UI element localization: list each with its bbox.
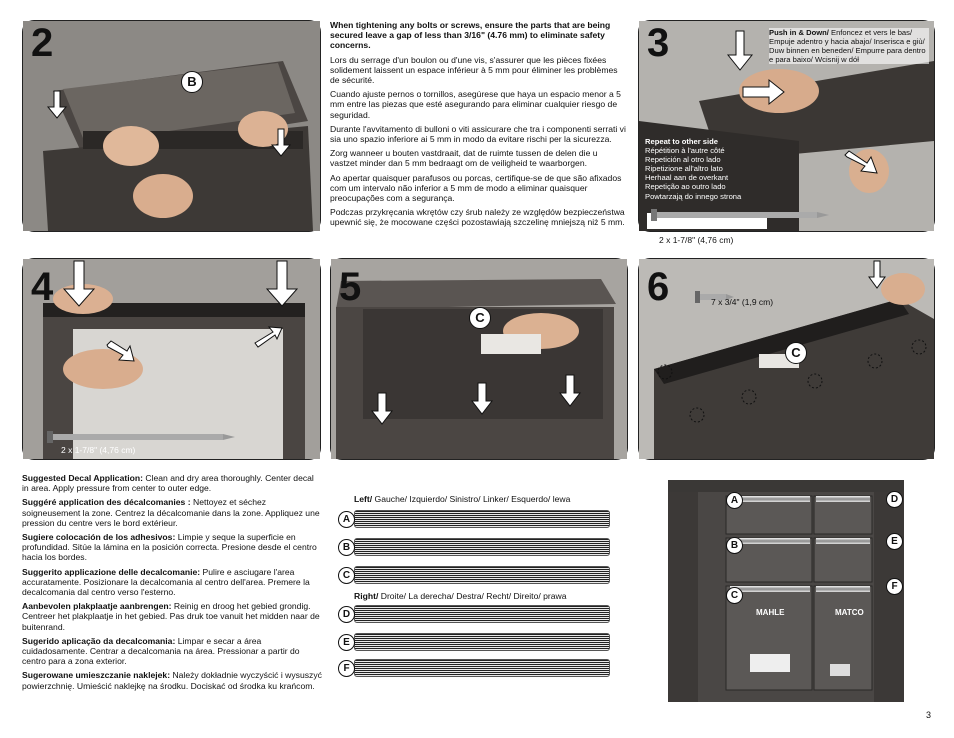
decal-it: Suggerito applicazione delle decalcomanie: Pulire e asciugare l'area accuratamente. Posizionare la decalcomania al centro dell'area. Premere la decalcomania dal centro verso l'esterno. xyxy=(22,566,310,598)
right-arrow-icon xyxy=(743,79,785,105)
cabinet-label-a: A xyxy=(726,492,743,509)
callout-c: C xyxy=(469,307,491,329)
step-number: 2 xyxy=(31,21,54,65)
decal-pl: Sugerowane umieszczanie naklejek: Należy dokładnie wyczyścić i wysuszyć powierzchnię. Umieścić naklejkę na środku. Dociskać od środka ku krańcom. xyxy=(22,670,322,691)
decal-es: Sugiere colocación de los adhesivos: Limpie y seque la superficie en profundidad. Sitúe la lámina en la posición correcta. Presione desde el centro hacia los bordes. xyxy=(22,532,317,563)
decal-strip-c xyxy=(354,566,610,584)
cabinet-label-f: F xyxy=(886,578,903,595)
screw-label: 2 x 1-7/8" (4,76 cm) xyxy=(61,445,136,455)
screw-icon xyxy=(47,429,237,445)
push-label-rest: Enfoncez et vers le bas/ Empuje adentro y hacia abajo/ Inserisca e giù/ Duw binnen en beneden/ Empurre para dentro e para baixo/ Wcisnij w dół xyxy=(769,28,926,64)
decal-strip-f xyxy=(354,659,610,677)
warning-it: Durante l'avvitamento di bulloni o viti assicurare che tra i componenti serrati vi sia uno spazio inferiore ai 5 mm in modo da evitare rischi per la sicurezza. xyxy=(330,123,626,145)
strip-label-d: D xyxy=(338,606,355,623)
down-arrow-icon xyxy=(559,375,581,407)
warning-fr: Lors du serrage d'un boulon ou d'une vis, s'assurer que les pièces fixées solidement laissent un espace inférieur à 5 mm pour éliminer les problèmes de sécurité. xyxy=(330,54,618,86)
decal-instructions xyxy=(22,473,322,695)
warning-pl: Podczas przykręcania wkrętów czy śrub należy ze względów bezpieczeństwa upewnić się, że mocowane części pozostawiają szczelinę mniejszą niż 5 mm. xyxy=(330,207,625,228)
down-arrow-icon xyxy=(727,31,753,71)
step-5-panel xyxy=(330,258,628,460)
down-arrow-icon xyxy=(266,261,298,307)
decal-strip-e xyxy=(354,633,610,651)
warning-pt: Ao apertar quaisquer parafusos ou porcas, certifique-se de que são afixados com um intervalo não inferior a 5 mm de modo a eliminar quaisquer preocupações com a segurança. xyxy=(330,172,622,204)
decal-fr: Suggéré application des décalcomanies : Nettoyez et séchez soigneusement la zone. Centrez la décalcomanie dans la zone. Appliquez une pression du centre vers le bord extérieur. xyxy=(22,497,320,528)
right-heading: Right/ Droite/ La derecha/ Destra/ Recht/ Direito/ prawa xyxy=(354,591,567,601)
step-5-photo xyxy=(331,259,627,459)
step-2-photo xyxy=(23,21,320,231)
diagonal-arrow-icon xyxy=(845,151,879,175)
down-arrow-icon xyxy=(63,261,95,307)
strip-label-e: E xyxy=(338,634,355,651)
strip-label-c: C xyxy=(338,567,355,584)
strip-label-a: A xyxy=(338,511,355,528)
down-arrow-icon xyxy=(868,261,886,289)
warning-nl: Zorg wanneer u bouten vastdraait, dat de ruimte tussen de delen die u vastzet minder dan 5 mm bedraagt om de veiligheid te waarborgen. xyxy=(330,148,598,169)
decal-strip-b xyxy=(354,538,610,556)
strip-label-b: B xyxy=(338,539,355,556)
cabinet-label-c: C xyxy=(726,587,743,604)
down-arrow-icon xyxy=(47,91,67,119)
repeat-box xyxy=(645,137,765,201)
diagonal-arrow-icon xyxy=(255,327,283,349)
cabinet-label-e: E xyxy=(886,533,903,550)
repeat-line: Repetición al otro lado xyxy=(645,155,721,165)
repeat-line: Powtarzają do innego strona xyxy=(645,191,742,201)
decal-pt: Sugerido aplicação da decalcomania: Limpar e secar a área cuidadosamente. Centrar a decalcomania na área. Pressionar a partir do centro para a zona exterior. xyxy=(22,635,300,667)
screw-icon xyxy=(651,207,831,223)
strip-label-f: F xyxy=(338,660,355,677)
decal-en: Suggested Decal Application: Clean and dry area thoroughly. Center decal in area. Apply pressure from center to outer edge. xyxy=(22,473,314,494)
callout-c: C xyxy=(785,342,807,364)
down-arrow-icon xyxy=(271,129,291,157)
decal-strip-a xyxy=(354,510,610,528)
down-arrow-icon xyxy=(371,393,393,425)
decal-strip-d xyxy=(354,605,610,623)
diagonal-arrow-icon xyxy=(107,341,135,363)
screw-label: 7 x 3/4" (1,9 cm) xyxy=(711,297,774,307)
down-arrow-icon xyxy=(471,383,493,415)
push-label-bold: Push in & Down/ xyxy=(769,28,829,37)
repeat-line: Ripetizione all'altro lato xyxy=(645,164,723,174)
step-number: 5 xyxy=(339,265,362,309)
page-number: 3 xyxy=(926,710,932,720)
repeat-title: Repeat to other side xyxy=(645,137,718,146)
repeat-line: Herhaal aan de overkant xyxy=(645,173,729,183)
decal-nl: Aanbevolen plakplaatje aanbrengen: Reinig en droog het gebied grondig. Centreer het plakplaatje in het gebied. Pas druk toe vanuit het midden naar de buitenrand. xyxy=(22,601,320,632)
finished-cabinet xyxy=(660,474,912,710)
step-6-panel xyxy=(638,258,935,460)
step-number: 3 xyxy=(647,21,670,65)
cabinet-label-b: B xyxy=(726,537,743,554)
step-number: 6 xyxy=(647,265,670,309)
screw-label: 2 x 1-7/8" (4,76 cm) xyxy=(659,235,734,245)
safety-warning xyxy=(330,20,626,232)
warning-es: Cuando ajuste pernos o tornillos, asegúrese que haya un espacio menor a 5 mm entre las piezas que esté asegurando para eliminar cualquier riesgo de seguridad. xyxy=(330,89,621,120)
push-label xyxy=(769,28,929,64)
step-2-panel xyxy=(22,20,321,232)
cabinet-photo xyxy=(660,474,912,710)
repeat-line: Repetição ao outro lado xyxy=(645,182,726,192)
warning-english: When tightening any bolts or screws, ensure the parts that are being secured leave a gap of less than 3/16" (4.76 mm) to eliminate safety concerns. xyxy=(330,20,611,51)
callout-b: B xyxy=(181,71,203,93)
cabinet-decal-text: MAHLE xyxy=(756,608,785,617)
repeat-line: Répétition à l'autre côté xyxy=(645,146,725,156)
cabinet-decal-text: MATCO xyxy=(835,608,864,617)
left-heading: Left/ Gauche/ Izquierdo/ Sinistro/ Linker/ Esquerdo/ lewa xyxy=(354,494,571,504)
step-3-panel xyxy=(638,20,935,245)
cabinet-label-d: D xyxy=(886,491,903,508)
step-number: 4 xyxy=(31,265,54,309)
step-4-panel xyxy=(22,258,321,460)
